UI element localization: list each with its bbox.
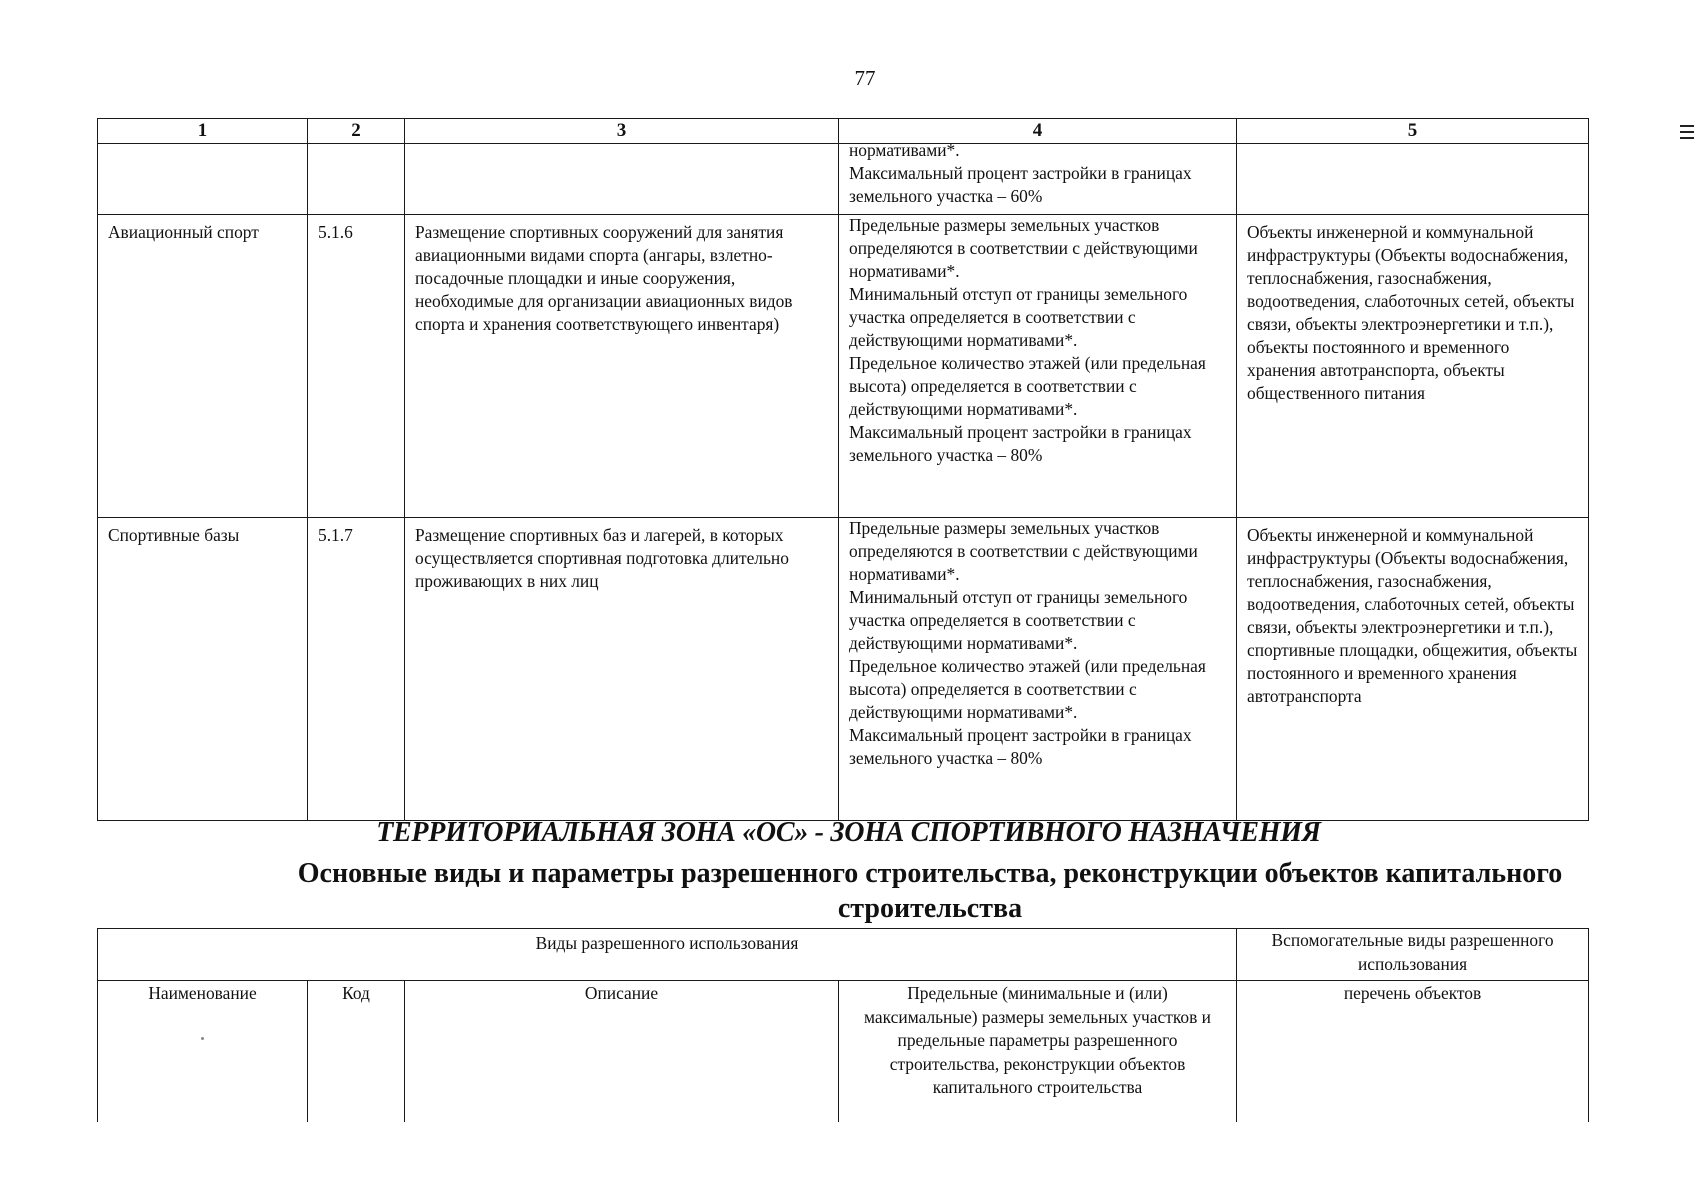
page-number: 77 [854,66,876,90]
table-row [98,215,1589,518]
cell-code [308,144,405,215]
scan-dot [201,1037,204,1040]
section-title: Основные виды и параметры разрешенного строительства, реконструкции объектов капитального строительства [297,858,1563,924]
cell-auxiliary: Объекты инженерной и коммунальной инфраструктуры (Объекты водоснабжения, теплоснабжения, газоснабжения, водоотведения, слаботочных сетей, объекты связи, объекты электроэнергетики и т.п.), объекты постоянного и временного хранения автотранспорта, объекты общественного питания [1237,215,1589,518]
column-header-auxiliary: перечень объектов [1237,981,1589,1123]
margin-mark [1680,125,1694,127]
cell-name: Спортивные базы [98,518,308,821]
column-number: 4 [839,119,1237,144]
cell-auxiliary: Объекты инженерной и коммунальной инфраструктуры (Объекты водоснабжения, теплоснабжения, газоснабжения, водоотведения, слаботочных сетей, объекты связи, объекты электроэнергетики и т.п.), спортивные площадки, общежития, объекты постоянного и временного хранения автотранспорта [1237,518,1589,821]
cell-parameters: нормативами*. Максимальный процент застройки в границах земельного участка – 60% [839,144,1237,215]
column-number: 1 [98,119,308,144]
cell-auxiliary [1237,144,1589,215]
cell-description: Размещение спортивных баз и лагерей, в которых осуществляется спортивная подготовка длительно проживающих в них лиц [405,518,839,821]
column-header-code: Код [308,981,405,1123]
column-number: 3 [405,119,839,144]
cell-parameters: Предельные размеры земельных участков определяются в соответствии с действующими нормативами*. Минимальный отступ от границы земельного участка определяется в соответствии с действующими нормативами*. Предельное количество этажей (или предельная высота) определяется в соответствии с действующими нормативами*. Максимальный процент застройки в границах земельного участка – 80% [839,518,1237,821]
cell-code: 5.1.6 [308,215,405,518]
permitted-use-table-new [97,928,1589,1122]
cell-description [405,144,839,215]
column-number: 5 [1237,119,1589,144]
margin-mark [1680,131,1694,133]
margin-mark [1680,137,1694,139]
table-row [98,144,1589,215]
zone-title: ТЕРРИТОРИАЛЬНАЯ ЗОНА «ОС» - ЗОНА СПОРТИВНОГО НАЗНАЧЕНИЯ [376,817,1321,848]
table-header-row [98,929,1589,981]
table-row [98,518,1589,821]
column-header-parameters: Предельные (минимальные и (или) максимальные) размеры земельных участков и предельные параметры разрешенного строительства, реконструкции объектов капитального строительства [839,981,1237,1123]
column-header-row [98,981,1589,1123]
cell-parameters: Предельные размеры земельных участков определяются в соответствии с действующими нормативами*. Минимальный отступ от границы земельного участка определяется в соответствии с действующими нормативами*. Предельное количество этажей (или предельная высота) определяется в соответствии с действующими нормативами*. Максимальный процент застройки в границах земельного участка – 80% [839,215,1237,518]
cell-name: Авиационный спорт [98,215,308,518]
cell-code: 5.1.7 [308,518,405,821]
header-auxiliary-uses: Вспомогательные виды разрешенного использования [1237,929,1589,981]
permitted-use-table-continued [97,118,1589,821]
cell-name [98,144,308,215]
header-permitted-uses: Виды разрешенного использования [98,929,1237,981]
column-header-description: Описание [405,981,839,1123]
cell-description: Размещение спортивных сооружений для занятия авиационными видами спорта (ангары, взлетно-посадочные площадки и иные сооружения, необходимые для организации авиационных видов спорта и хранения соответствующего инвентаря) [405,215,839,518]
column-number-row [98,119,1589,144]
column-header-name: Наименование [98,981,308,1123]
column-number: 2 [308,119,405,144]
